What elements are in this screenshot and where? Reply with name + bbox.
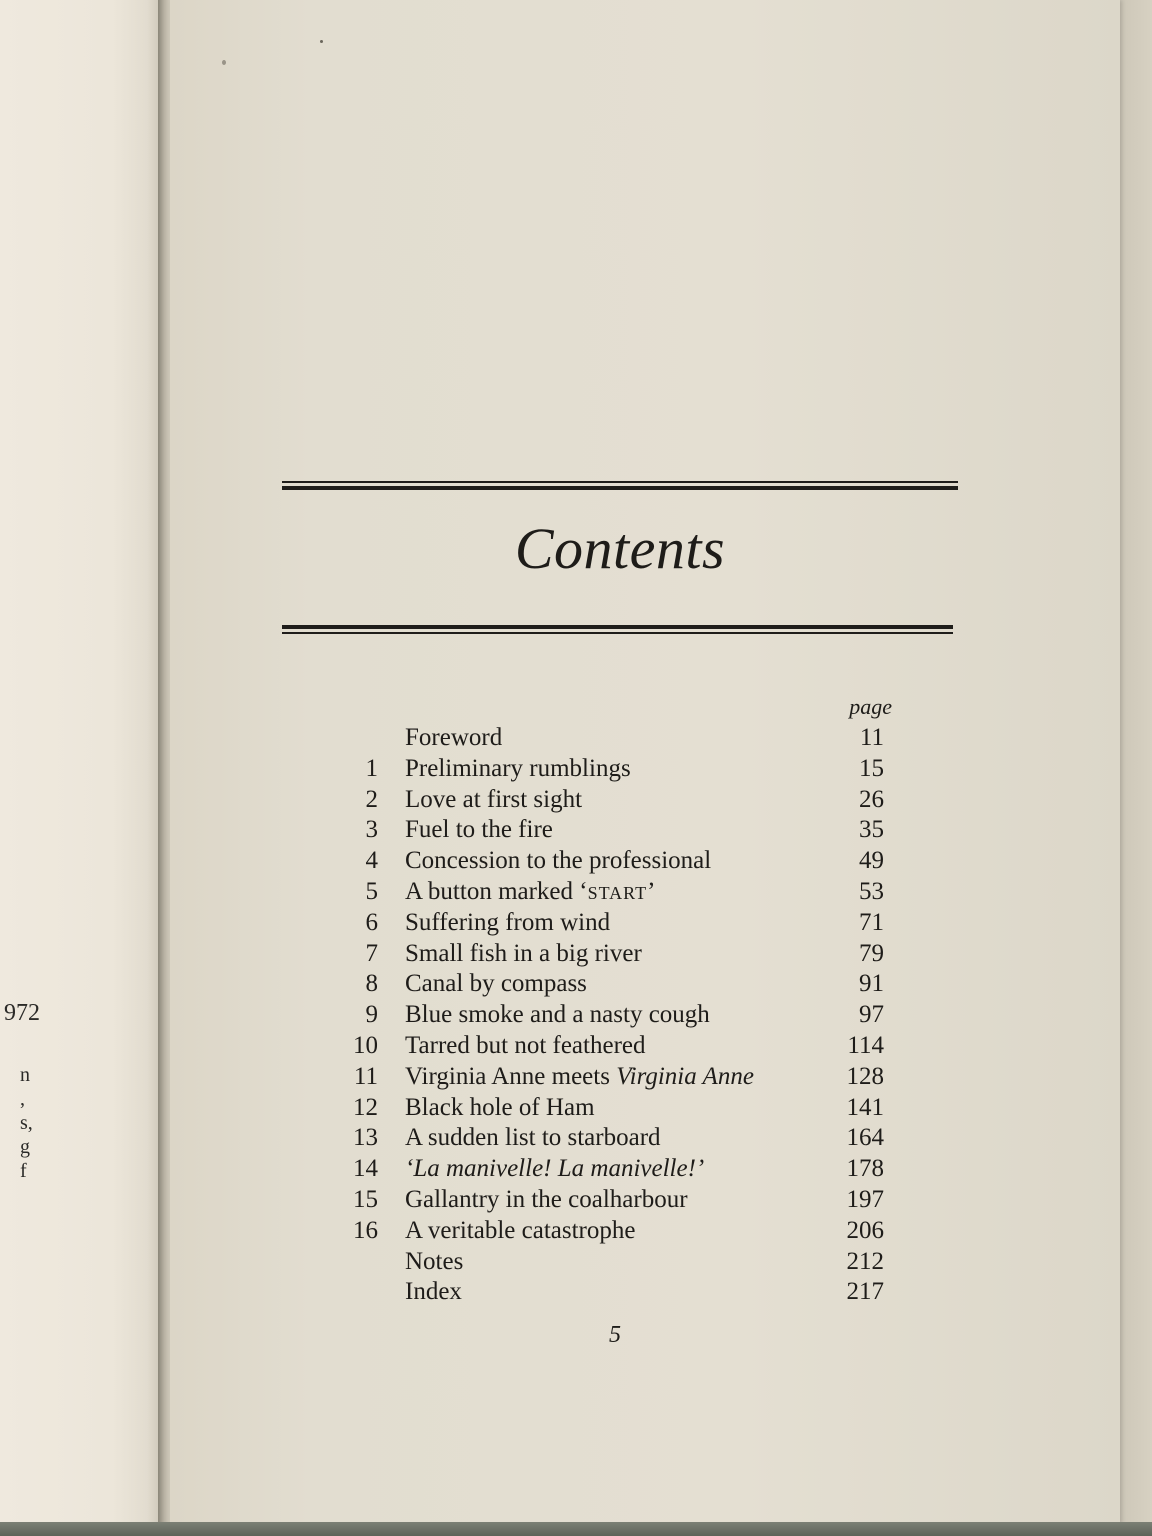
toc-entry — [330, 999, 890, 1030]
toc-entry — [330, 845, 890, 876]
table-of-contents — [330, 722, 890, 1307]
page-number: 71 — [859, 908, 884, 936]
chapter-number: 5 — [365, 877, 378, 905]
toc-entry — [330, 968, 890, 999]
page-number: 97 — [859, 1001, 884, 1029]
toc-entry — [330, 1276, 890, 1307]
page-number: 53 — [859, 877, 884, 905]
chapter-number: 9 — [365, 1001, 378, 1029]
chapter-title: Black hole of Ham — [405, 1093, 595, 1121]
left-page-fragment-4: g — [20, 1136, 30, 1158]
book-cover-bottom-edge — [0, 1522, 1152, 1536]
toc-entry — [330, 753, 890, 784]
toc-entry — [330, 1184, 890, 1215]
page-number: 49 — [859, 847, 884, 875]
chapter-title: Index — [405, 1278, 462, 1306]
page-number: 26 — [859, 785, 884, 813]
bottom-double-rule — [282, 625, 953, 634]
chapter-title: Blue smoke and a nasty cough — [405, 1001, 710, 1029]
chapter-number: 16 — [353, 1216, 378, 1244]
page-number: 114 — [847, 1031, 884, 1059]
chapter-number: 11 — [353, 1062, 378, 1090]
page-number: 212 — [846, 1247, 884, 1275]
chapter-title: Concession to the professional — [405, 847, 712, 875]
left-page-fragment-2: , — [20, 1088, 25, 1110]
page-column-label: page — [849, 694, 892, 719]
chapter-number: 13 — [353, 1124, 378, 1152]
page-stack-edge — [1120, 0, 1152, 1536]
chapter-number: 7 — [365, 939, 378, 967]
paper-speck — [222, 60, 226, 65]
folio-page-number: 5 — [609, 1322, 621, 1348]
chapter-title: A sudden list to starboard — [405, 1124, 661, 1152]
chapter-number: 14 — [353, 1155, 378, 1183]
paper-speck — [320, 40, 323, 43]
chapter-title: Suffering from wind — [405, 908, 611, 936]
top-rule-thin — [282, 481, 958, 483]
toc-entry — [330, 938, 890, 969]
page-number: 164 — [846, 1124, 884, 1152]
left-facing-page — [0, 0, 160, 1536]
chapter-number: 10 — [353, 1031, 378, 1059]
chapter-number: 8 — [365, 970, 378, 998]
left-page-year-fragment: 972 — [4, 1000, 40, 1026]
contents-title: Contents — [514, 516, 726, 581]
toc-entry — [330, 1092, 890, 1123]
chapter-title: Preliminary rumblings — [405, 754, 631, 782]
top-double-rule — [282, 481, 958, 490]
page-number: 11 — [859, 724, 884, 751]
chapter-title: Notes — [405, 1247, 464, 1275]
chapter-number: 2 — [365, 785, 378, 813]
chapter-title: Canal by compass — [405, 970, 587, 998]
page-number: 178 — [846, 1155, 884, 1183]
toc-entry — [330, 814, 890, 845]
chapter-title: Small fish in a big river — [405, 939, 642, 967]
toc-entry — [330, 876, 890, 907]
toc-entry — [330, 722, 890, 753]
left-page-fragment-1: n — [20, 1064, 30, 1086]
chapter-number: 15 — [353, 1185, 378, 1213]
toc-entry — [330, 1122, 890, 1153]
toc-entry — [330, 1030, 890, 1061]
chapter-title — [405, 876, 655, 907]
chapter-number: 3 — [365, 816, 378, 844]
chapter-title: Fuel to the fire — [405, 816, 553, 844]
chapter-title: Love at first sight — [405, 785, 583, 813]
page-number: 15 — [859, 754, 884, 782]
bottom-rule-thin — [282, 632, 953, 634]
toc-entry — [330, 1215, 890, 1246]
toc-entry — [330, 1153, 890, 1184]
chapter-number: 1 — [365, 754, 378, 782]
chapter-title-suffix: ’ — [647, 877, 656, 905]
page-number: 35 — [859, 816, 884, 844]
chapter-title: ‘La manivelle! La manivelle!’ — [405, 1155, 705, 1183]
chapter-title — [405, 1061, 754, 1092]
chapter-title-prefix: A button marked ‘ — [405, 877, 588, 905]
page-number: 128 — [846, 1062, 884, 1090]
toc-entry — [330, 907, 890, 938]
page-number: 197 — [846, 1185, 884, 1213]
page-number: 206 — [846, 1216, 884, 1244]
chapter-title: Tarred but not feathered — [405, 1031, 646, 1059]
chapter-title: Foreword — [405, 724, 503, 751]
page-number: 217 — [846, 1278, 884, 1306]
toc-entry — [330, 1246, 890, 1277]
chapter-title-smallcaps: start — [587, 877, 648, 905]
bottom-rule-thick — [282, 625, 953, 629]
chapter-number: 6 — [365, 908, 378, 936]
page-number: 79 — [859, 939, 884, 967]
chapter-number: 12 — [353, 1093, 378, 1121]
chapter-title-italic: Virginia Anne — [616, 1062, 754, 1090]
chapter-title: A veritable catastrophe — [405, 1216, 636, 1244]
toc-entry — [330, 1061, 890, 1092]
chapter-title: Gallantry in the coalharbour — [405, 1185, 688, 1213]
chapter-number: 4 — [365, 847, 378, 875]
top-rule-thick — [282, 486, 958, 490]
page-number: 91 — [859, 970, 884, 998]
chapter-title-prefix: Virginia Anne meets — [405, 1062, 617, 1090]
left-page-fragment-5: f — [20, 1160, 27, 1182]
page-number: 141 — [846, 1093, 884, 1121]
left-page-fragment-3: s, — [20, 1112, 33, 1134]
toc-entry — [330, 784, 890, 815]
